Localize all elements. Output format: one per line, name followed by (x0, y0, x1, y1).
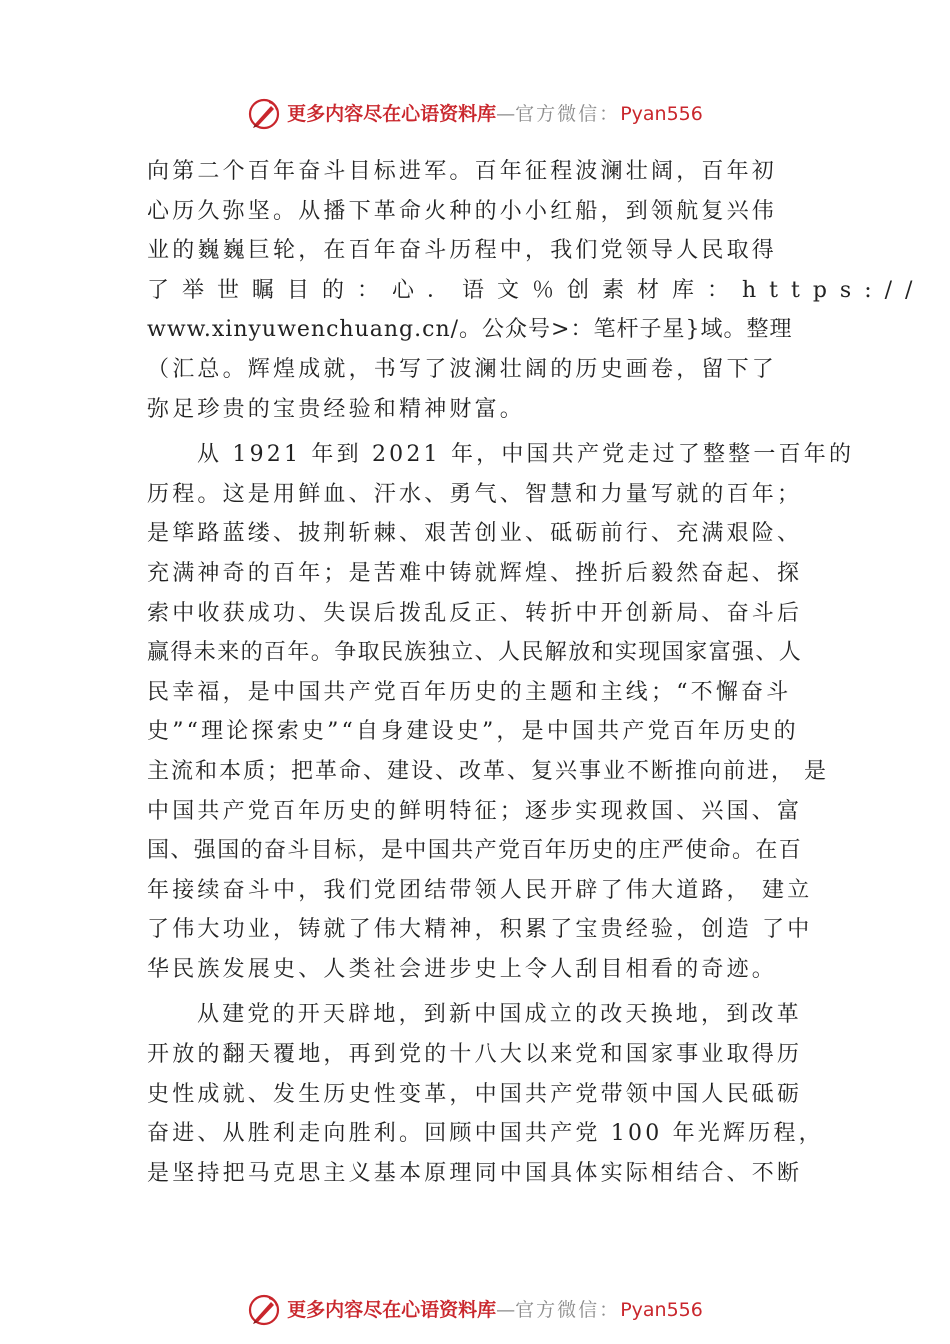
text-line: （汇总。辉煌成就，书写了波澜壮阔的历史画卷，留下了 (147, 356, 778, 382)
text-line: 了伟大功业，铸就了伟大精神，积累了宝贵经验，创造 了中 (147, 917, 813, 943)
text-line: 史”“理论探索史”“自身建设史”，是中国共产党百年历史的 (147, 719, 799, 745)
header-brand: 更多内容尽在心语资料库 (287, 103, 497, 125)
header-banner (0, 94, 950, 134)
text-line: 从 1921 年到 2021 年，中国共产党走过了整整一百年的 (197, 442, 855, 468)
text-line: 民幸福，是中国共产党百年历史的主题和主线；“不懈奋斗 (147, 679, 792, 705)
paragraph-2 (147, 435, 855, 989)
pen-logo-icon (247, 97, 281, 131)
footer-text (287, 1298, 703, 1322)
text-line: 史性成就、发生历史性变革，中国共产党带领中国人民砥砺 (147, 1081, 803, 1107)
text-line: 是坚持把马克思主义基本原理同中国具体实际相结合、不断 (147, 1160, 803, 1186)
text-line: 充满神奇的百年；是苦难中铸就辉煌、挫折后毅然奋起、探 (147, 560, 803, 586)
text-line: 是筚路蓝缕、披荆斩棘、艰苦创业、砥砺前行、充满艰险、 (147, 521, 803, 547)
text-line: 华民族发展史、人类社会进步史上令人刮目相看的奇迹。 (147, 956, 778, 982)
footer-label: 官方微信： (515, 1299, 621, 1321)
text-line: www.xinyuwenchuang.cn/。公众号>：笔杆子星}域。整理 (147, 317, 793, 343)
text-line: 弥足珍贵的宝贵经验和精神财富。 (147, 396, 526, 422)
footer-wechat-id: Pyan556 (620, 1299, 703, 1321)
footer-banner (0, 1290, 950, 1330)
text-line: 了举世瞩目的：心．语文％创素材库：https:// (147, 277, 926, 303)
header-dash: — (496, 103, 516, 125)
text-line: 从建党的开天辟地，到新中国成立的改天换地，到改革 (197, 1002, 802, 1028)
paragraph-3 (147, 995, 837, 1193)
text-line: 业的巍巍巨轮，在百年奋斗历程中，我们党领导人民取得 (147, 238, 778, 264)
text-line: 心历久弥坚。从播下革命火种的小小红船，到领航复兴伟 (147, 198, 778, 224)
text-line: 年接续奋斗中，我们党团结带领人民开辟了伟大道路， 建立 (147, 877, 813, 903)
text-line: 历程。这是用鲜血、汗水、勇气、智慧和力量写就的百年； (147, 481, 803, 507)
text-line: 国、强国的奋斗目标，是中国共产党百年历史的庄严使命。在百 (147, 838, 803, 864)
text-line: 向第二个百年奋斗目标进军。百年征程波澜壮阔，百年初 (147, 159, 778, 184)
paragraph-1 (147, 152, 926, 429)
footer-dash: — (496, 1299, 516, 1321)
document-body (147, 152, 926, 1193)
header-label: 官方微信： (515, 103, 621, 125)
footer-brand: 更多内容尽在心语资料库 (287, 1299, 497, 1321)
text-line: 索中收获成功、失误后拨乱反正、转折中开创新局、奋斗后 (147, 600, 803, 626)
text-line: 中国共产党百年历史的鲜明特征；逐步实现救国、兴国、富 (147, 798, 803, 824)
header-text (287, 102, 703, 126)
text-line: 赢得未来的百年。争取民族独立、人民解放和实现国家富强、人 (147, 640, 803, 666)
text-line: 开放的翻天覆地，再到党的十八大以来党和国家事业取得历 (147, 1042, 803, 1068)
text-line: 主流和本质；把革命、建设、改革、复兴事业不断推向前进， 是 (147, 758, 828, 784)
header-wechat-id: Pyan556 (620, 103, 703, 125)
pen-logo-icon (247, 1293, 281, 1327)
text-line: 奋进、从胜利走向胜利。回顾中国共产党 100 年光辉历程， (147, 1121, 824, 1147)
